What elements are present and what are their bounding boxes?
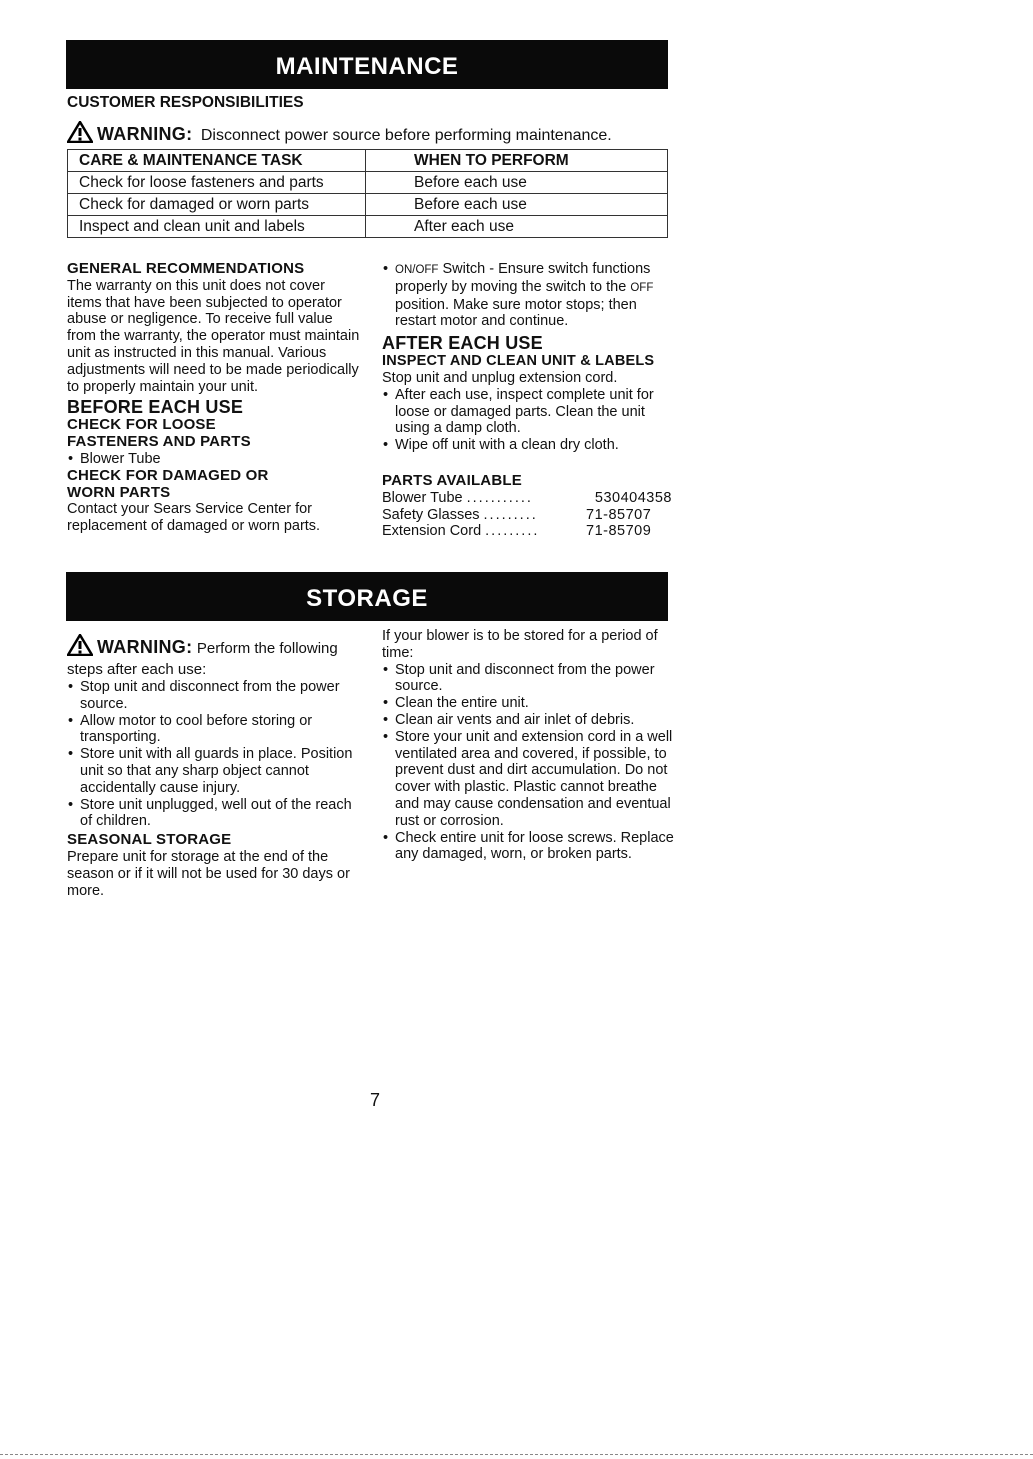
loose-list <box>67 451 362 468</box>
warning-text: Perform the following steps after each use: <box>67 640 338 678</box>
storage-left-column <box>67 634 362 899</box>
list-item: • Store your unit and extension cord in a well ventilated area and covered, if possible, to prevent dust and dirt accumulation. Do not cover with plastic. Plastic cannot breathe and may cause condensation and eventual rust or corrosion. <box>382 729 674 830</box>
parts-row <box>382 490 672 507</box>
onoff-text-1: Switch - Ensure switch functions properly by moving the switch to the <box>395 261 651 295</box>
list-item: • Blower Tube <box>67 451 362 468</box>
parts-row <box>382 507 672 524</box>
page-edge-divider <box>0 1454 1033 1455</box>
customer-responsibilities-heading: CUSTOMER RESPONSIBILITIES <box>67 94 304 111</box>
seasonal-storage-text: Prepare unit for storage at the end of the season or if it will not be used for 30 days or more. <box>67 848 350 899</box>
parts-available-heading: PARTS AVAILABLE <box>382 471 522 489</box>
part-name: Blower Tube <box>382 489 463 506</box>
table-cell: Before each use <box>366 172 668 194</box>
check-damaged-heading-line2: WORN PARTS <box>67 483 171 501</box>
table-cell: Before each use <box>366 194 668 216</box>
table-header-row <box>68 150 668 172</box>
off-label: OFF <box>630 281 654 294</box>
maintenance-left-column <box>67 261 362 535</box>
general-recommendations-text: The warranty on this unit does not cover items that have been subjected to operator abuse or negligence. To receive full value from the warranty, the operator must maintain unit as instructed in this manual. Various adjustments will need to be made periodically to properly maintain your unit. <box>67 277 360 395</box>
table-cell: Check for loose fasteners and parts <box>68 172 366 194</box>
before-each-use-heading: BEFORE EACH USE <box>67 397 244 418</box>
onoff-list <box>382 261 674 330</box>
warning-triangle-icon <box>67 121 93 148</box>
list-item: • Clean the entire unit. <box>382 695 674 712</box>
after-each-use-heading: AFTER EACH USE <box>382 333 543 354</box>
table-row <box>68 216 668 238</box>
maintenance-warning <box>67 121 612 148</box>
maintenance-banner <box>66 40 668 89</box>
table-cell: After each use <box>366 216 668 238</box>
part-leader: ......... <box>485 523 540 540</box>
onoff-text-2: position. Make sure motor stops; then restart motor and continue. <box>395 296 637 330</box>
storage-warning <box>67 634 362 679</box>
general-recommendations-heading: GENERAL RECOMMENDATIONS <box>67 260 305 277</box>
table-row <box>68 194 668 216</box>
storage-steps-list <box>67 679 362 830</box>
check-damaged-text: Contact your Sears Service Center for replacement of damaged or worn parts. <box>67 501 321 535</box>
warning-label: WARNING: <box>97 637 193 657</box>
storage-right-column <box>382 628 674 863</box>
list-item <box>382 261 674 330</box>
list-item: • Store unit with all guards in place. Position unit so that any sharp object cannot accidentally cause injury. <box>67 746 362 796</box>
maintenance-task-table <box>67 149 668 238</box>
list-item: • Stop unit and disconnect from the power source. <box>67 679 362 713</box>
warning-label: WARNING: <box>97 124 193 144</box>
period-list <box>382 662 674 864</box>
part-name: Safety Glasses <box>382 506 480 523</box>
inspect-clean-heading: INSPECT AND CLEAN UNIT & LABELS <box>382 353 655 370</box>
storage-banner <box>66 572 668 621</box>
inspect-intro: Stop unit and unplug extension cord. <box>382 369 618 386</box>
part-number: 71-85707 <box>586 506 652 523</box>
check-loose-heading-line1: CHECK FOR LOOSE <box>67 416 216 434</box>
list-item: • Check entire unit for loose screws. Replace any damaged, worn, or broken parts. <box>382 830 674 864</box>
storage-title: STORAGE <box>306 585 428 612</box>
parts-list <box>382 490 672 540</box>
table-cell: Check for damaged or worn parts <box>68 194 366 216</box>
part-name: Extension Cord <box>382 523 482 540</box>
list-item: • Wipe off unit with a clean dry cloth. <box>382 437 674 454</box>
table-cell: Inspect and clean unit and labels <box>68 216 366 238</box>
maintenance-right-column <box>382 261 674 540</box>
header-when: WHEN TO PERFORM <box>366 150 668 172</box>
table-row <box>68 172 668 194</box>
list-item: • Store unit unplugged, well out of the reach of children. <box>67 797 362 831</box>
part-leader: ......... <box>483 506 538 523</box>
check-loose-heading-line2: FASTENERS AND PARTS <box>67 433 251 451</box>
list-item: • After each use, inspect complete unit for loose or damaged parts. Clean the unit using a damp cloth. <box>382 387 674 437</box>
list-item: • Stop unit and disconnect from the power source. <box>382 662 674 696</box>
warning-text: Disconnect power source before performing maintenance. <box>200 127 612 144</box>
seasonal-storage-heading: SEASONAL STORAGE <box>67 831 232 849</box>
header-task: CARE & MAINTENANCE TASK <box>68 150 366 172</box>
period-intro: If your blower is to be stored for a period of time: <box>382 628 658 661</box>
list-item: • Allow motor to cool before storing or transporting. <box>67 713 362 747</box>
maintenance-title: MAINTENANCE <box>275 53 459 80</box>
inspect-list <box>382 387 674 454</box>
part-number: 530404358 <box>594 489 672 506</box>
list-item: • Clean air vents and air inlet of debris. <box>382 712 674 729</box>
page-number: 7 <box>370 1090 381 1110</box>
part-number: 71-85709 <box>586 523 652 540</box>
warning-triangle-icon <box>67 634 93 661</box>
onoff-label: ON/OFF <box>395 264 439 276</box>
parts-row <box>382 523 672 540</box>
check-damaged-heading-line1: CHECK FOR DAMAGED OR <box>67 466 269 484</box>
part-leader: ........... <box>466 489 533 506</box>
